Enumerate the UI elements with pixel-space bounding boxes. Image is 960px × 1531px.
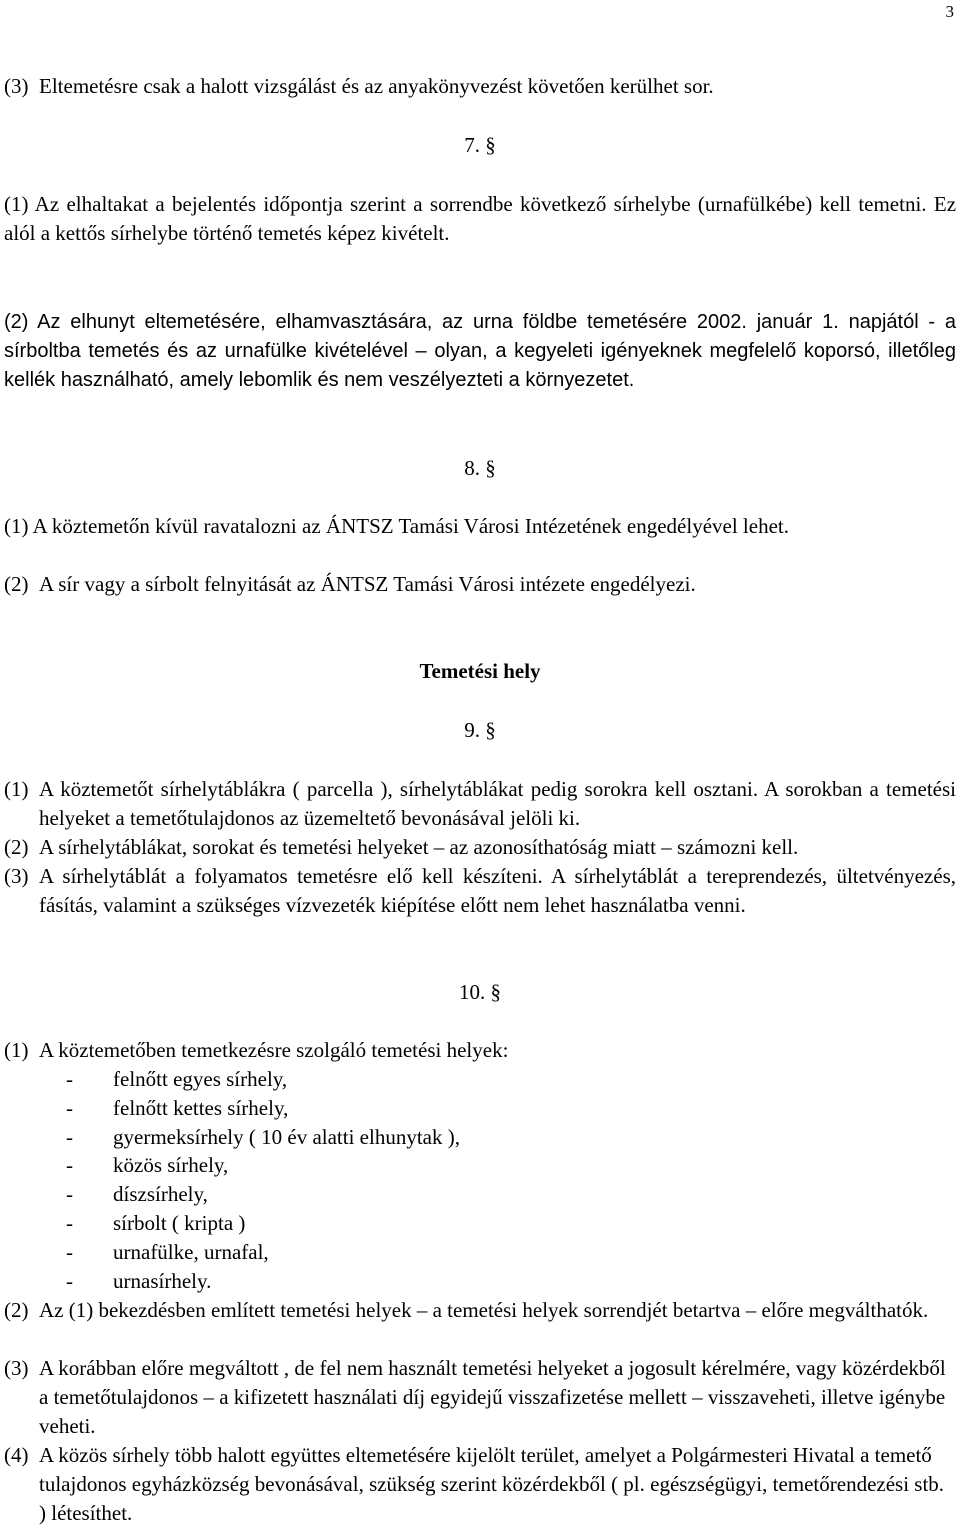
list-dash: -: [66, 1153, 73, 1178]
paragraph-9-2: [4, 833, 956, 862]
paragraph-10-1: [4, 1036, 956, 1065]
paragraph-10-4: [4, 1441, 956, 1528]
paragraph-text: Az elhaltakat a bejelentés időpontja szerint a sorrendbe következő sírhelybe (urnafülkébe) kell temetni. Ez alól a kettős sírhelybe történő temetés képez kivételt.: [4, 192, 957, 245]
paragraph-text: Az (1) bekezdésben említett temetési helyek – a temetési helyek sorrendjét betartva – előre megválthatók.: [39, 1298, 929, 1322]
paragraph-number: (1): [4, 514, 29, 538]
list-dash: -: [66, 1210, 73, 1235]
section-10-title: 10. §: [459, 980, 501, 1004]
paragraph-8-2: [4, 570, 956, 599]
list-item-text: díszsírhely,: [113, 1182, 208, 1207]
list-dash: -: [66, 1268, 73, 1293]
list-item: [66, 1267, 666, 1296]
paragraph-10-2: [4, 1296, 956, 1325]
list-item: [66, 1065, 666, 1094]
list-dash: -: [66, 1182, 73, 1207]
paragraph-text: A köztemetőt sírhelytáblákra ( parcella ), sírhelytáblákat pedig sorokra kell osztani. A sorokban a temetési helyeket a temetőtulajdonos az üzemeltető bevonásával jelöli ki.: [39, 777, 956, 830]
list-item-text: gyermeksírhely ( 10 év alatti elhunytak ),: [113, 1124, 460, 1149]
list-item: [66, 1209, 666, 1238]
paragraph-text: Az elhunyt eltemetésére, elhamvasztására, az urna földbe temetésére 2002. január 1. napjától - a sírboltba temetés és az urnafülke kivételével – olyan, a kegyeleti igényeknek megfelelő koporsó, illetőleg kellék használható, amely lebomlik és nem veszélyezteti a környezetet.: [4, 311, 956, 391]
list-dash: -: [66, 1239, 73, 1264]
paragraph-text: Eltemetésre csak a halott vizsgálást és az anyakönyvezést követően kerülhet sor.: [39, 74, 714, 98]
paragraph-7-2-line1: [4, 308, 956, 395]
paragraph-text: A sírhelytáblákat, sorokat és temetési helyeket – az azonosíthatóság miatt – számozni kell.: [39, 835, 799, 859]
paragraph-7-1: [4, 190, 956, 248]
paragraph-number: (2): [4, 311, 29, 333]
paragraph-number: (1): [4, 192, 29, 216]
paragraph-number: (3): [4, 864, 29, 888]
paragraph-number: (2): [4, 1298, 29, 1322]
paragraph-9-1: [4, 775, 956, 833]
heading-temetesi-hely: Temetési hely: [419, 659, 541, 683]
paragraph-number: (4): [4, 1443, 29, 1467]
paragraph-number: (2): [4, 572, 29, 596]
list-item-text: urnafülke, urnafal,: [113, 1239, 269, 1264]
list-dash: -: [66, 1095, 73, 1120]
paragraph-number: (2): [4, 835, 29, 859]
temetesi-helyek-list: [66, 1065, 666, 1295]
section-7-title: 7. §: [464, 133, 496, 157]
paragraph-number: (1): [4, 777, 29, 801]
list-item-text: urnasírhely.: [113, 1268, 212, 1293]
paragraph-text: A sírhelytáblát a folyamatos temetésre elő kell készíteni. A sírhelytáblát a tereprendezés, ültetvényezés, fásítás, valamint a szükséges vízvezeték kiépítése előtt nem lehet használatba venni.: [39, 864, 956, 917]
paragraph-text: A köztemetőben temetkezésre szolgáló temetési helyek:: [39, 1038, 509, 1062]
list-item: [66, 1151, 666, 1180]
paragraph-text: A köztemetőn kívül ravatalozni az ÁNTSZ Tamási Városi Intézetének engedélyével lehet.: [32, 514, 789, 538]
list-item-text: közös sírhely,: [113, 1153, 229, 1178]
list-item: [66, 1238, 666, 1267]
paragraph-text: A korábban előre megváltott , de fel nem használt temetési helyeket a jogosult kérelmére, vagy közérdekből a temetőtulajdonos – a kifizetett használati díj egyidejű visszafizetése mellett – visszaveheti, illetve igénybe veheti.: [39, 1356, 946, 1438]
list-dash: -: [66, 1124, 73, 1149]
list-dash: -: [66, 1067, 73, 1091]
section-9-title: 9. §: [464, 718, 496, 742]
paragraph-6-3: [4, 72, 956, 101]
section-8-title: 8. §: [464, 456, 496, 480]
paragraph-text: A sír vagy a sírbolt felnyitását az ÁNTSZ Tamási Városi intézete engedélyezi.: [39, 572, 696, 596]
paragraph-8-1: [4, 512, 956, 541]
list-item-text: sírbolt ( kripta ): [113, 1210, 246, 1235]
page-number: 3: [945, 2, 954, 21]
paragraph-10-3: [4, 1354, 956, 1441]
list-item-text: felnőtt egyes sírhely,: [113, 1067, 288, 1091]
list-item: [66, 1094, 666, 1123]
paragraph-number: (1): [4, 1038, 29, 1062]
paragraph-9-3: [4, 862, 956, 920]
paragraph-text: A közös sírhely több halott együttes eltemetésére kijelölt terület, amelyet a Polgármesteri Hivatal a temető tulajdonos egyházközség bevonásával, szükség szerint közérdekből ( pl. egészségügyi, temetőrendezési stb. ) létesíthet.: [39, 1443, 945, 1525]
list-item: [66, 1123, 666, 1152]
paragraph-number: (3): [4, 74, 29, 98]
paragraph-number: (3): [4, 1356, 29, 1380]
list-item: [66, 1180, 666, 1209]
list-item-text: felnőtt kettes sírhely,: [113, 1095, 289, 1120]
